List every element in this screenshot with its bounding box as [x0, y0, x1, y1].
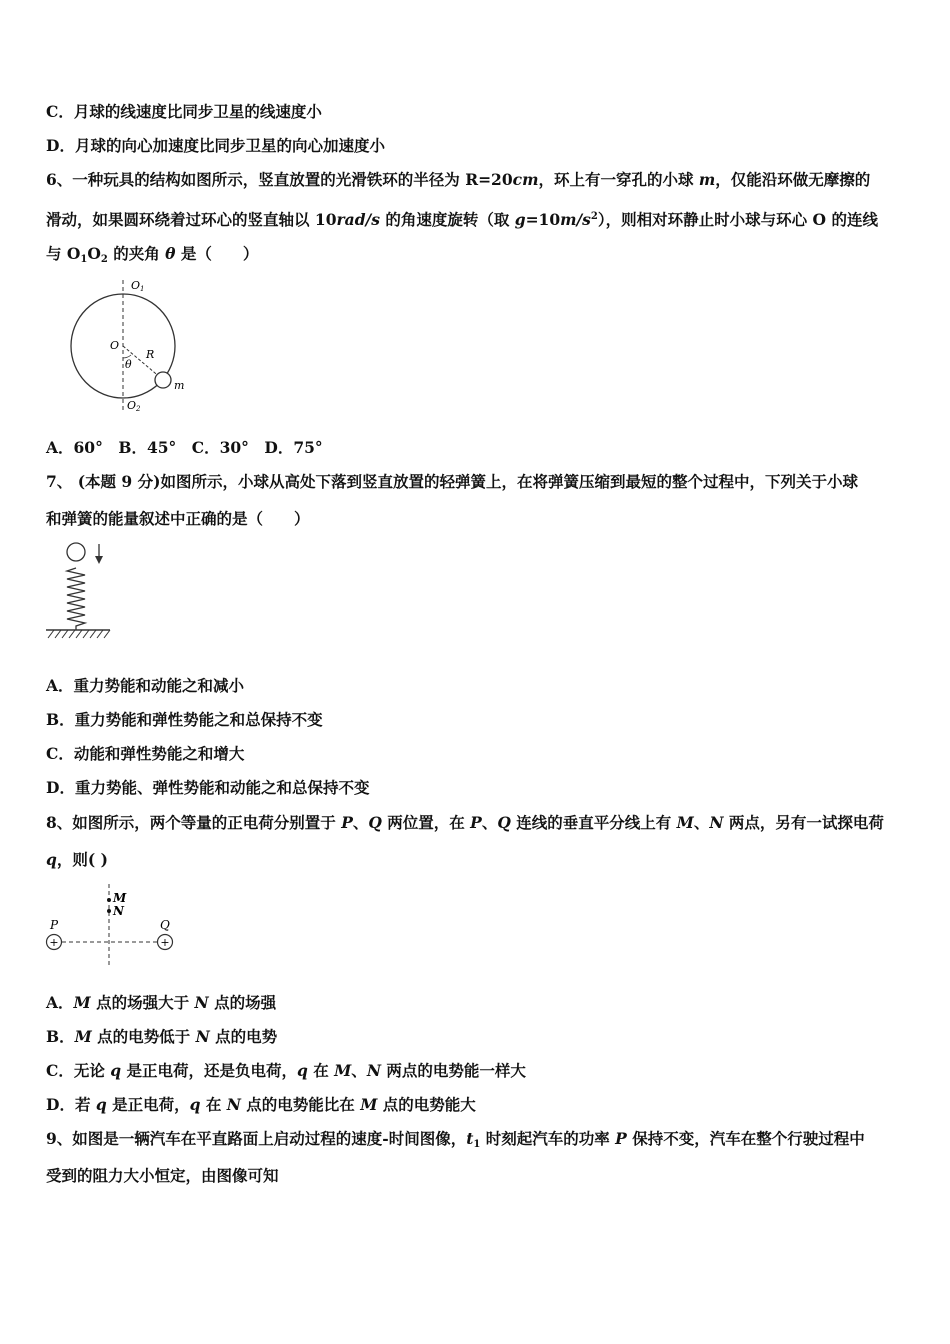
q7-ball [67, 543, 85, 561]
q8-option-a: A．M 点的场强大于 N 点的场强 [46, 993, 277, 1012]
q6-label-o1: O1 [131, 279, 145, 293]
q7-fall-arrow-head [95, 556, 103, 564]
q7-option-b: B．重力势能和弹性势能之和总保持不变 [46, 710, 323, 729]
q6-label-o2: O2 [127, 399, 141, 413]
q8-option-b: B．M 点的电势低于 N 点的电势 [46, 1027, 278, 1046]
q8-option-c: C．无论 q 是正电荷，还是负电荷，q 在 M、N 两点的电势能一样大 [46, 1061, 526, 1080]
q7-option-a: A．重力势能和动能之和减小 [46, 676, 245, 695]
q7-stem-line1: 7、 (本题 9 分)如图所示，小球从高处下落到竖直放置的轻弹簧上，在将弹簧压缩到最短的整个过程中，下列关于小球 [46, 472, 858, 491]
q6-label-m: m [174, 379, 185, 392]
q8-stem-line2: q，则( ) [46, 850, 108, 869]
q8-label-q: Q [160, 918, 170, 932]
q8-charges-figure [40, 882, 185, 968]
q8-charge-q-sign: + [160, 936, 170, 949]
q7-spring [67, 568, 85, 630]
q9-stem-line1: 9、如图是一辆汽车在平直路面上启动过程的速度-时间图像，$t_1$ 时刻起汽车的功率 P 保持不变，汽车在整个行驶过程中 [46, 1129, 865, 1150]
q6-label-r: R [146, 348, 155, 361]
q6-stem-line3: 与 $O_1O_2$ 的夹角 θ 是（ ） [46, 244, 259, 265]
q7-stem-line2: 和弹簧的能量叙述中正确的是（ ） [46, 509, 310, 528]
q8-stem-line1: 8、如图所示，两个等量的正电荷分别置于 P、Q 两位置，在 P、Q 连线的垂直平分线上有 M、N 两点，另有一试探电荷 [46, 813, 884, 832]
q5-option-c: C．月球的线速度比同步卫星的线速度小 [46, 102, 322, 121]
q6-stem-line2: 滑动，如果圆环绕着过环心的竖直轴以 10rad/s 的角速度旋转（取 $g=10m/s^2$），则相对环静止时小球与环心 O 的连线 [46, 210, 878, 229]
q7-option-d: D．重力势能、弹性势能和动能之和总保持不变 [46, 778, 370, 797]
q6-options: A．60° B．45° C．30° D．75° [46, 438, 323, 457]
q5-option-d: D．月球的向心加速度比同步卫星的向心加速度小 [46, 136, 385, 155]
q8-option-d: D．若 q 是正电荷，q 在 N 点的电势能比在 M 点的电势能大 [46, 1095, 476, 1114]
q8-point-m [107, 898, 111, 902]
q7-spring-figure [42, 540, 114, 644]
q8-charge-p-sign: + [49, 936, 59, 949]
q7-option-c: C．动能和弹性势能之和增大 [46, 744, 245, 763]
q6-label-o: O [110, 339, 120, 352]
q6-stem-line1: 6、一种玩具的结构如图所示，竖直放置的光滑铁环的半径为 R=20cm，环上有一穿孔的小球 m，仅能沿环做无摩擦的 [46, 170, 871, 189]
q7-ground-hatch [48, 630, 110, 638]
q6-label-theta: θ [125, 358, 132, 371]
q6-ball [155, 372, 171, 388]
q8-point-n [107, 909, 111, 913]
q8-label-p: P [50, 918, 59, 932]
q6-ring-figure [60, 276, 200, 416]
q8-label-n: N [113, 904, 124, 918]
q9-stem-line2: 受到的阻力大小恒定，由图像可知 [46, 1166, 279, 1185]
q8-label-m: M [113, 891, 127, 905]
